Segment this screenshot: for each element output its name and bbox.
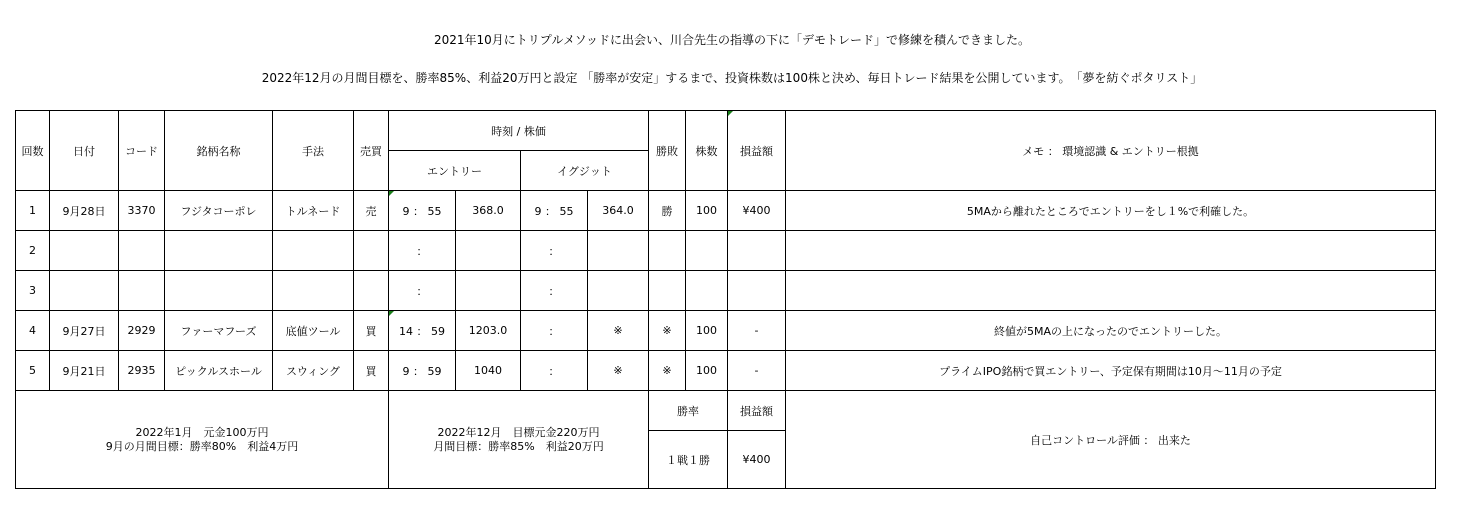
row-side (354, 231, 389, 271)
row-no: 1 (16, 191, 50, 231)
row-result: ※ (649, 311, 686, 351)
row-code (119, 231, 165, 271)
entry-colon: ： (416, 244, 428, 258)
row-entry-price: 1040 (456, 351, 521, 391)
header-shares: 株数 (686, 111, 728, 191)
trade-log-table (15, 110, 1436, 489)
row-memo: 終値が5MAの上になったのでエントリーした。 (786, 311, 1436, 351)
summary-pnl-value: ¥400 (728, 431, 786, 489)
entry-minute: 59 (427, 364, 442, 378)
row-method: スウィング (273, 351, 354, 391)
entry-colon: ： (416, 324, 428, 338)
exit-colon: ： (548, 284, 560, 298)
row-entry-time (389, 231, 456, 271)
row-exit-time (521, 351, 588, 391)
exit-hour: 9 (534, 204, 542, 218)
row-method (273, 271, 354, 311)
row-date: 9月27日 (50, 311, 119, 351)
row-stock-name (165, 231, 273, 271)
trade-row (16, 191, 1436, 231)
entry-hour: 9 (402, 364, 410, 378)
row-memo (786, 271, 1436, 311)
row-exit-time (521, 311, 588, 351)
header-result: 勝敗 (649, 111, 686, 191)
row-pnl (728, 231, 786, 271)
row-stock-name: ファーマフーズ (165, 311, 273, 351)
header-exit: イグジット (521, 151, 649, 191)
entry-colon: ： (413, 364, 424, 378)
row-date (50, 231, 119, 271)
row-pnl: - (728, 311, 786, 351)
entry-minute: 55 (427, 204, 442, 218)
row-result: ※ (649, 351, 686, 391)
row-date (50, 271, 119, 311)
row-method: 底値ツール (273, 311, 354, 351)
header-goal-line: 2022年12月の月間目標を、勝率85%、利益20万円と設定 「勝率が安定」するまで、投資株数は100株と決め、毎日トレード結果を公開しています。 「夢を紡ぐポタリスト」 (261, 71, 1203, 85)
row-pnl (728, 271, 786, 311)
row-exit-time (521, 191, 588, 231)
entry-hour: 14 (399, 324, 413, 338)
row-result: 勝 (649, 191, 686, 231)
row-exit-price: ※ (588, 351, 649, 391)
header-stock-name: 銘柄名称 (165, 111, 273, 191)
exit-colon: ： (548, 364, 560, 378)
header-time-price: 時刻 / 株価 (389, 111, 649, 151)
summary-winrate-value: １戦１勝 (649, 431, 728, 489)
summary-start-capital: 2022年1月 元金100万円 9月の月間目標：勝率80% 利益4万円 (16, 391, 389, 489)
row-pnl: ¥400 (728, 191, 786, 231)
summary-target-capital: 2022年12月 目標元金220万円 月間目標：勝率85% 利益20万円 (389, 391, 649, 489)
header-memo: メモ ： 環境認識 & エントリー根拠 (786, 111, 1436, 191)
header-code: コード (119, 111, 165, 191)
row-entry-time (389, 191, 456, 231)
exit-colon: ： (548, 244, 560, 258)
header-intro-line: 2021年10月にトリプルメソッドに出会い、川合先生の指導の下に「デモトレード」で修練を積んできました。 (433, 33, 1030, 47)
row-code: 3370 (119, 191, 165, 231)
entry-colon: ： (416, 284, 428, 298)
row-entry-price (456, 231, 521, 271)
trade-row (16, 231, 1436, 271)
header-side: 売買 (354, 111, 389, 191)
row-shares: 100 (686, 351, 728, 391)
summary-self-evaluation: 自己コントロール評価 ： 出来た (786, 391, 1436, 489)
row-no: 4 (16, 311, 50, 351)
row-method: トルネード (273, 191, 354, 231)
header-entry: エントリー (389, 151, 521, 191)
row-shares (686, 231, 728, 271)
row-entry-time (389, 311, 456, 351)
row-shares (686, 271, 728, 311)
row-code (119, 271, 165, 311)
row-memo: プライムIPO銘柄で買エントリー、予定保有期間は10月～11月の予定 (786, 351, 1436, 391)
row-stock-name: ピックルスホール (165, 351, 273, 391)
entry-colon: ： (413, 204, 424, 218)
row-pnl: - (728, 351, 786, 391)
header-no: 回数 (16, 111, 50, 191)
entry-hour: 9 (402, 204, 410, 218)
row-stock-name (165, 271, 273, 311)
entry-minute: 59 (431, 324, 445, 338)
summary-winrate-label: 勝率 (649, 391, 728, 431)
header-pnl: 損益額 (728, 111, 786, 191)
row-shares: 100 (686, 191, 728, 231)
row-side: 売 (354, 191, 389, 231)
row-shares: 100 (686, 311, 728, 351)
row-result (649, 231, 686, 271)
row-memo: 5MAから離れたところでエントリーをし１%で利確した。 (786, 191, 1436, 231)
row-method (273, 231, 354, 271)
trade-row (16, 351, 1436, 391)
row-code: 2929 (119, 311, 165, 351)
row-exit-time (521, 271, 588, 311)
row-stock-name: フジタコーポレ (165, 191, 273, 231)
exit-colon: ： (545, 204, 556, 218)
row-entry-time (389, 351, 456, 391)
row-exit-time (521, 231, 588, 271)
row-date: 9月21日 (50, 351, 119, 391)
row-exit-price (588, 271, 649, 311)
row-side (354, 271, 389, 311)
exit-minute: 55 (559, 204, 574, 218)
row-memo (786, 231, 1436, 271)
row-no: 2 (16, 231, 50, 271)
trade-row (16, 271, 1436, 311)
row-entry-price (456, 271, 521, 311)
row-code: 2935 (119, 351, 165, 391)
row-result (649, 271, 686, 311)
row-no: 3 (16, 271, 50, 311)
trade-row (16, 311, 1436, 351)
row-entry-time (389, 271, 456, 311)
row-exit-price (588, 231, 649, 271)
row-exit-price: ※ (588, 311, 649, 351)
row-date: 9月28日 (50, 191, 119, 231)
row-no: 5 (16, 351, 50, 391)
summary-pnl-label: 損益額 (728, 391, 786, 431)
row-entry-price: 1203.0 (456, 311, 521, 351)
header-date: 日付 (50, 111, 119, 191)
row-side: 買 (354, 311, 389, 351)
row-side: 買 (354, 351, 389, 391)
row-entry-price: 368.0 (456, 191, 521, 231)
header-method: 手法 (273, 111, 354, 191)
row-exit-price: 364.0 (588, 191, 649, 231)
exit-colon: ： (548, 324, 560, 338)
